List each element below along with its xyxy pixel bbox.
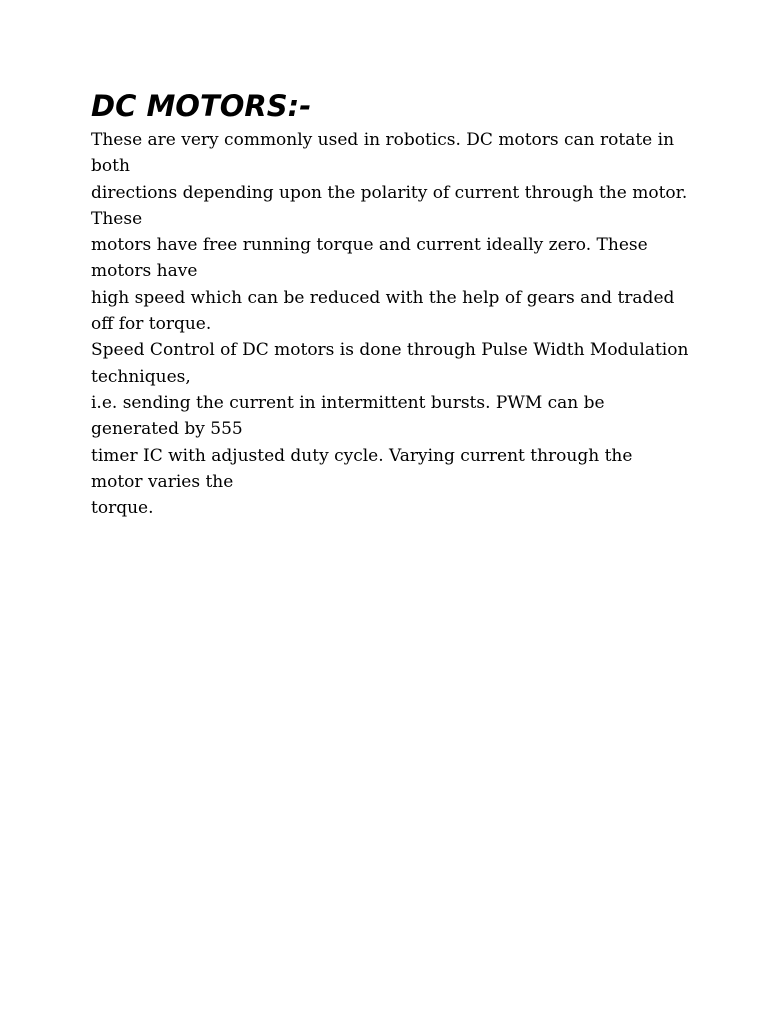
text-line: high speed which can be reduced with the help of gears and traded: [91, 287, 675, 308]
text-line: These are very commonly used in robotics. DC motors can rotate in: [91, 130, 675, 150]
text-line: timer IC with adjusted duty cycle. Varying current through the: [91, 445, 633, 466]
text-line: motor varies the: [91, 471, 234, 492]
text-line: These: [91, 208, 143, 229]
text-line: generated by 555: [91, 419, 243, 440]
text-line: Speed Control of DC motors is done through Pulse Width Modulation: [91, 340, 689, 361]
text-line: off for torque.: [91, 314, 212, 335]
text-line: both: [91, 156, 130, 177]
page-heading: DC MOTORS:-: [91, 89, 312, 123]
text-line: techniques,: [91, 366, 191, 387]
text-line: motors have free running torque and current ideally zero. These: [91, 235, 648, 256]
text-line: directions depending upon the polarity of current through the motor.: [91, 182, 688, 203]
text-line: torque.: [91, 498, 154, 519]
body-text: [91, 127, 691, 521]
text-line: i.e. sending the current in intermittent bursts. PWM can be: [91, 392, 605, 413]
text-line: motors have: [91, 261, 198, 282]
